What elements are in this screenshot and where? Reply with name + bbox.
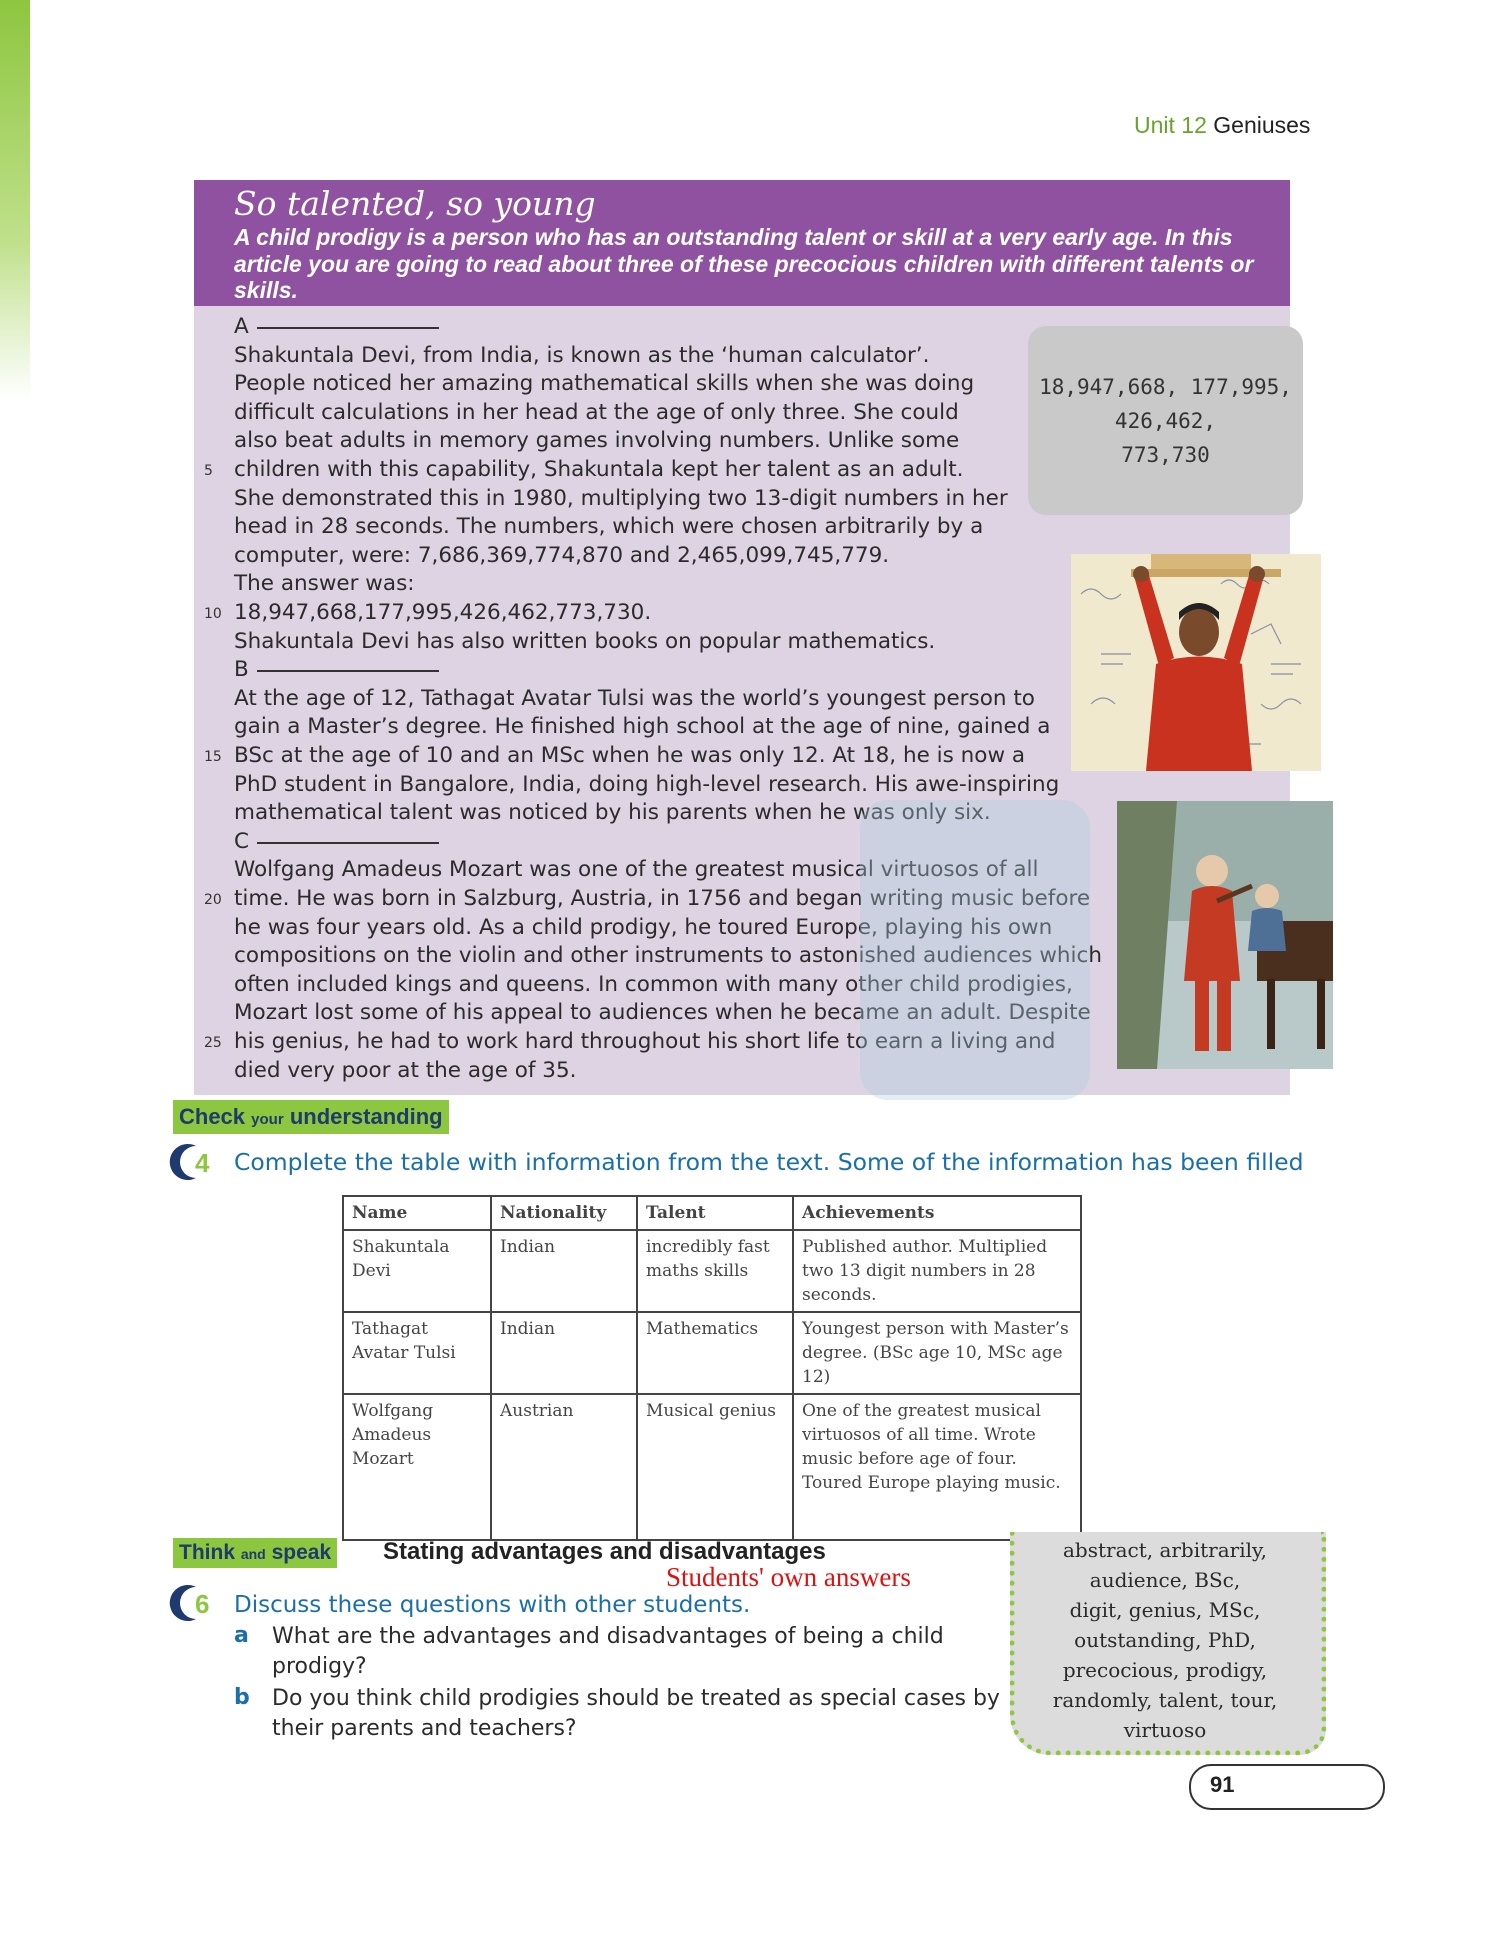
section-letter-text: C bbox=[234, 828, 250, 854]
number-callout-text bbox=[1028, 370, 1303, 472]
line-number: 25 bbox=[204, 1035, 222, 1051]
question-a-letter: a bbox=[234, 1623, 249, 1648]
article-line: computer, were: 7,686,369,774,870 and 2,465,099,745,779. bbox=[234, 542, 890, 568]
article-line: head in 28 seconds. The numbers, which were chosen arbitrarily by a bbox=[234, 514, 984, 540]
number-line-3: 773,730 bbox=[1121, 443, 1210, 467]
think-speak-title: Stating advantages and disadvantages bbox=[383, 1538, 826, 1565]
photo-tathagat-illustration bbox=[1071, 554, 1321, 771]
photo-mozart-illustration bbox=[1117, 801, 1333, 1069]
line-number: 10 bbox=[204, 606, 222, 622]
unit-name: Geniuses bbox=[1213, 112, 1311, 138]
table-cell: Youngest person with Master’s degree. (BSc age 10, MSc age 12) bbox=[793, 1312, 1081, 1394]
table-cell: Published author. Multiplied two 13 digit numbers in 28 seconds. bbox=[793, 1230, 1081, 1312]
table-header-row bbox=[343, 1196, 1081, 1230]
table-header-cell: Talent bbox=[637, 1196, 793, 1230]
table-cell: Indian bbox=[491, 1230, 637, 1312]
photo-mozart bbox=[1117, 801, 1333, 1069]
vocab-line: outstanding, PhD, bbox=[1074, 1628, 1256, 1652]
article-line: children with this capability, Shakuntala kept her talent as an adult. bbox=[234, 457, 964, 482]
question-6-number: 6 bbox=[195, 1589, 210, 1619]
vocab-line: virtuoso bbox=[1123, 1718, 1207, 1742]
table-row bbox=[343, 1230, 1081, 1312]
line-number: 15 bbox=[204, 749, 222, 765]
article-line: At the age of 12, Tathagat Avatar Tulsi was the world’s youngest person to bbox=[234, 685, 1035, 711]
photo-tathagat bbox=[1071, 554, 1321, 771]
table-cell: Shakuntala Devi bbox=[343, 1230, 491, 1312]
vocabulary-list bbox=[1020, 1535, 1310, 1745]
article-line: BSc at the age of 10 and an MSc when he was only 12. At 18, he is now a bbox=[234, 743, 1026, 768]
article-line: died very poor at the age of 35. bbox=[234, 1057, 577, 1083]
unit-header bbox=[1134, 112, 1310, 139]
table-cell: Indian bbox=[491, 1312, 637, 1394]
question-b-text: Do you think child prodigies should be treated as special cases by their parents and teachers? bbox=[272, 1686, 1000, 1741]
article-line: difficult calculations in her head at the age of only three. She could bbox=[234, 399, 959, 425]
vocab-line: precocious, prodigy, bbox=[1062, 1658, 1268, 1682]
check-understanding-label: Check your understanding bbox=[173, 1100, 449, 1134]
unit-number: Unit 12 bbox=[1134, 112, 1207, 138]
section-letter-text: B bbox=[234, 657, 249, 683]
article-line: The answer was: bbox=[234, 571, 415, 597]
article-line: he was four years old. As a child prodigy, he toured Europe, playing his own bbox=[234, 914, 1053, 940]
question-4-instruction: Complete the table with information from the text. Some of the information has been filled bbox=[234, 1148, 1304, 1176]
article-line: Shakuntala Devi, from India, is known as the ‘human calculator’. bbox=[234, 342, 930, 368]
article-line: Mozart lost some of his appeal to audiences when he became an adult. Despite bbox=[234, 1000, 1091, 1026]
question-4-badge bbox=[168, 1144, 208, 1180]
article-line: often included kings and queens. In common with many other child prodigies, bbox=[234, 971, 1073, 997]
section-letter bbox=[234, 657, 439, 682]
table-row bbox=[343, 1312, 1081, 1394]
number-line-2: 426,462, bbox=[1114, 409, 1217, 433]
section-letter bbox=[234, 829, 439, 854]
line-number: 20 bbox=[204, 892, 222, 908]
section-letter-text: A bbox=[234, 314, 249, 339]
question-a-text: What are the advantages and disadvantages of being a child prodigy? bbox=[272, 1624, 944, 1679]
think-speak-label: Think and speak bbox=[173, 1538, 337, 1568]
article-intro: A child prodigy is a person who has an outstanding talent or skill at a very early age. In this article you are going to read about three of these precocious children with different talents or skills. bbox=[234, 224, 1254, 303]
article-line: also beat adults in memory games involving numbers. Unlike some bbox=[234, 428, 960, 454]
heading-answer-blank[interactable] bbox=[257, 327, 439, 329]
section-letter bbox=[234, 314, 439, 339]
article-line: compositions on the violin and other instruments to astonished audiences which bbox=[234, 943, 1102, 969]
table-row bbox=[343, 1394, 1081, 1540]
page-number: 91 bbox=[1210, 1772, 1235, 1797]
table-cell: One of the greatest musical virtuosos of all time. Wrote music before age of four. Toured Europe playing music. bbox=[793, 1394, 1081, 1540]
number-line-1: 18,947,668, 177,995, bbox=[1039, 375, 1292, 399]
article-line: mathematical talent was noticed by his parents when he was only six. bbox=[234, 800, 991, 826]
table-cell: Musical genius bbox=[637, 1394, 793, 1540]
vocab-line: digit, genius, MSc, bbox=[1069, 1598, 1261, 1622]
question-4-number: 4 bbox=[195, 1148, 210, 1178]
vocab-line: randomly, talent, tour, bbox=[1052, 1688, 1278, 1712]
heading-answer-blank[interactable] bbox=[257, 670, 439, 672]
article-title: So talented, so young bbox=[234, 184, 596, 223]
table-cell: Tathagat Avatar Tulsi bbox=[343, 1312, 491, 1394]
heading-answer-blank[interactable] bbox=[257, 842, 439, 844]
article-line: Wolfgang Amadeus Mozart was one of the greatest musical virtuosos of all bbox=[234, 857, 1039, 883]
article-line: People noticed her amazing mathematical skills when she was doing bbox=[234, 371, 975, 397]
article-line: She demonstrated this in 1980, multiplying two 13-digit numbers in her bbox=[234, 485, 1008, 511]
answers-note: Students' own answers bbox=[666, 1562, 911, 1592]
article-line: time. He was born in Salzburg, Austria, in 1756 and began writing music before bbox=[234, 886, 1091, 911]
info-table bbox=[342, 1195, 1082, 1541]
table-cell: Austrian bbox=[491, 1394, 637, 1540]
table-header-cell: Nationality bbox=[491, 1196, 637, 1230]
article-line: gain a Master’s degree. He finished high school at the age of nine, gained a bbox=[234, 714, 1051, 740]
table-cell: incredibly fast maths skills bbox=[637, 1230, 793, 1312]
article-line: Shakuntala Devi has also written books on popular mathematics. bbox=[234, 628, 936, 654]
table-cell: Wolfgang Amadeus Mozart bbox=[343, 1394, 491, 1540]
article-line: his genius, he had to work hard throughout his short life to earn a living and bbox=[234, 1029, 1056, 1054]
article-line: 18,947,668,177,995,426,462,773,730. bbox=[234, 600, 652, 625]
page-edge-stripe bbox=[0, 0, 30, 400]
vocab-line: abstract, arbitrarily, bbox=[1062, 1538, 1268, 1562]
line-number: 5 bbox=[204, 463, 213, 479]
table-header-cell: Achievements bbox=[793, 1196, 1081, 1230]
table-cell: Mathematics bbox=[637, 1312, 793, 1394]
vocab-line: audience, BSc, bbox=[1089, 1568, 1241, 1592]
watermark-logo bbox=[860, 800, 1090, 1100]
question-6-instruction: Discuss these questions with other students. bbox=[234, 1592, 751, 1618]
table-header-cell: Name bbox=[343, 1196, 491, 1230]
question-b-letter: b bbox=[234, 1685, 250, 1710]
article-line: PhD student in Bangalore, India, doing high-level research. His awe-inspiring bbox=[234, 771, 1060, 797]
question-6-badge bbox=[168, 1585, 208, 1621]
